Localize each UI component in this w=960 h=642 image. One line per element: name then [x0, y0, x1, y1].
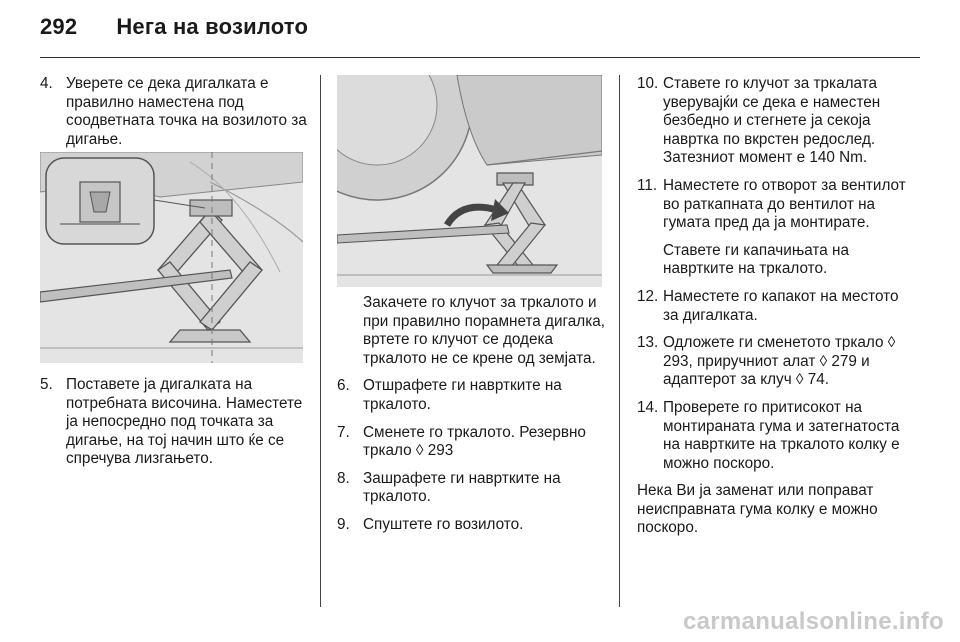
- step-4: [40, 75, 310, 149]
- column-1: [40, 75, 310, 158]
- step-text: Отшрафете ги навртките на тркалото.: [363, 377, 562, 413]
- step-9: [337, 516, 609, 535]
- step-number: 9.: [337, 515, 350, 533]
- step-number: 13.: [637, 334, 659, 352]
- column-2: [337, 294, 609, 544]
- step-10: [637, 75, 915, 168]
- watermark: carmanualsonline.info: [682, 608, 944, 635]
- figure-caption: Закачете го клучот за тркалото и при правилно порамнета дигалка, вртете го клучот се додека тркалото не се крене од земјата.: [363, 294, 605, 367]
- header-rule: [40, 57, 920, 58]
- step-number: 4.: [40, 75, 53, 92]
- step-number: 6.: [337, 377, 350, 395]
- jack-raising-illustration: [337, 75, 602, 287]
- step-text: Проверете го притисокот на монтираната гума и затегнатоста на навртките на тркалото колку е можно поскоро.: [663, 398, 900, 472]
- step-text: Уверете се дека дигалката е правилно наместена под соодветната точка на возилото за дигање.: [66, 75, 307, 148]
- step-text: Сменете го тркалото. Резервно тркало ◊ 293: [363, 423, 586, 460]
- step-8: [337, 470, 609, 507]
- page-header: [40, 14, 308, 40]
- column-1-lower: [40, 376, 316, 478]
- step-text: Наместете го капакот на местото за дигалката.: [663, 287, 899, 324]
- page-number: 292: [40, 14, 78, 39]
- column-divider-2: [619, 75, 620, 607]
- step-text: Поставете ја дигалката на потребната височина. Наместете ја непосредно под точката за дигање, на тој начин што ќе се спречува лизгањето.: [66, 376, 303, 468]
- step-text-continued: Ставете ги капачињата на навртките на тркалото.: [663, 241, 849, 278]
- step-5: [40, 376, 316, 469]
- step-13: [637, 334, 915, 390]
- step-number: 12.: [637, 287, 659, 305]
- step-number: 7.: [337, 423, 350, 441]
- page-title: Нега на возилото: [116, 14, 309, 39]
- jack-closeup-drawing: [40, 152, 303, 363]
- step-12: [637, 288, 915, 325]
- closing-paragraph: Нека Ви ја заменат или поправат неисправната гума колку е можно поскоро.: [637, 482, 878, 537]
- step-number: 8.: [337, 469, 350, 487]
- jack-raising-drawing: [337, 75, 602, 287]
- step-number: 14.: [637, 398, 659, 416]
- column-divider-1: [320, 75, 321, 607]
- step-number: 11.: [637, 176, 658, 194]
- step-11: [637, 177, 915, 279]
- step-14: [637, 399, 915, 473]
- step-7: [337, 424, 609, 461]
- column-3: [637, 75, 915, 547]
- step-6: [337, 377, 609, 414]
- step-text: Спуштете го возилото.: [363, 515, 524, 533]
- step-text: Наместете го отворот за вентилот во раткапната до вентилот на гумата пред да ја монтирате.: [663, 176, 906, 232]
- step-text: Ставете го клучот за тркалата уверувајќи се дека е наместен безбедно и стегнете ја секоја навртка по вкрстен редослед. Затезниот момент е 140 Nm.: [663, 75, 881, 167]
- step-text: Зашрафете ги навртките на тркалото.: [363, 469, 561, 506]
- jack-closeup-illustration: [40, 152, 303, 363]
- step-number: 5.: [40, 376, 53, 393]
- step-text: Одложете ги сменетото тркало ◊ 293, приручниот алат ◊ 279 и адаптерот за клуч ◊ 74.: [663, 334, 896, 389]
- step-number: 10.: [637, 75, 659, 92]
